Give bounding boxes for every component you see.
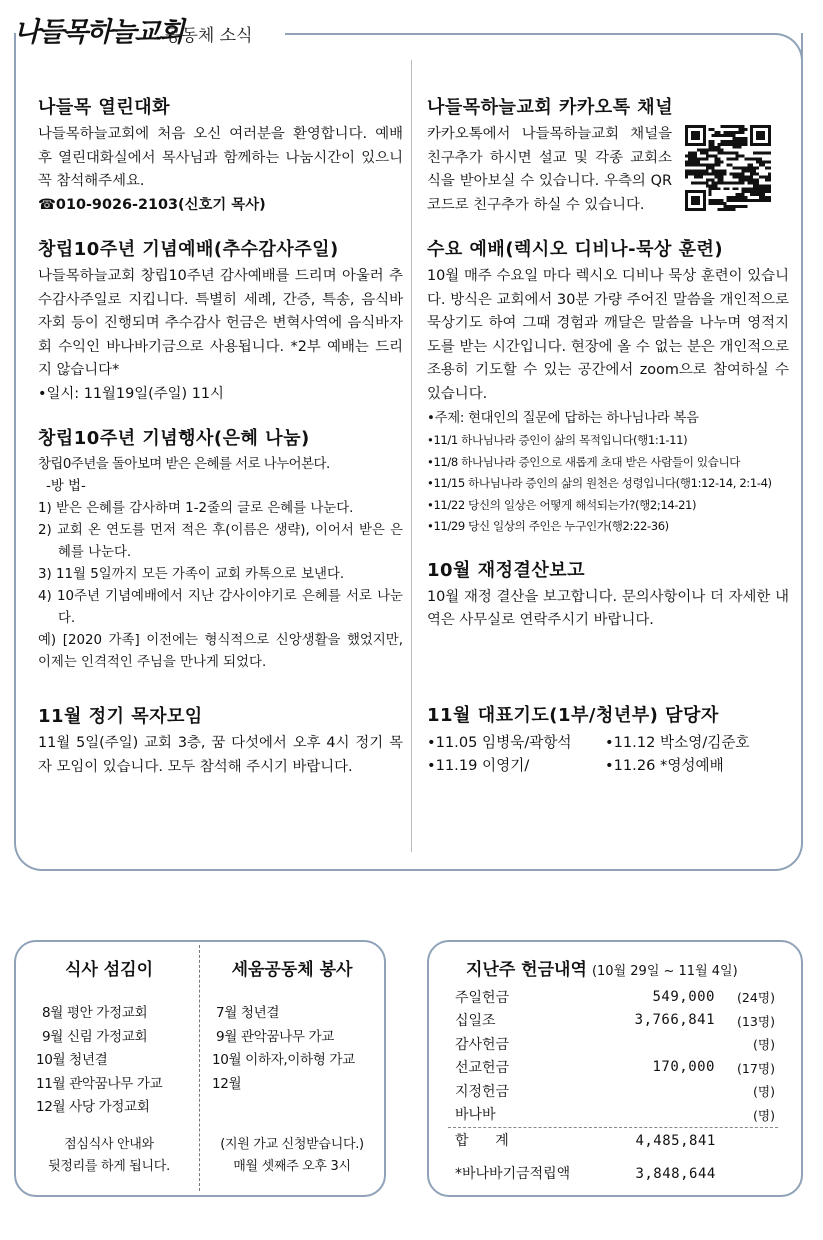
offering-row xyxy=(455,985,775,1009)
kakao-section xyxy=(427,95,789,217)
anniversary-event-step: 3) 11월 5일까지 모든 가족이 교회 카톡으로 보낸다. xyxy=(38,567,345,582)
prayer-row xyxy=(427,754,789,778)
offering-count: (명) xyxy=(753,1107,775,1123)
offering-row xyxy=(455,1079,775,1103)
meal-item: 8월 평안 가정교회 xyxy=(42,1005,148,1021)
offering-barnabas-amount: 3,848,644 xyxy=(635,1166,716,1182)
meal-service-divider xyxy=(199,945,200,1191)
anniversary-event-method: -방 법- xyxy=(46,479,86,494)
anniversary-event-title: 창립10주년 기념행사(은혜 나눔) xyxy=(38,428,310,449)
finance-title: 10월 재정결산보고 xyxy=(427,559,586,581)
shepherd-meeting-section xyxy=(38,704,403,779)
offering-name: 감사헌금 xyxy=(455,1036,510,1053)
offering-count: (명) xyxy=(753,1084,775,1100)
meal-item: 9월 신림 가정교회 xyxy=(42,1028,148,1045)
anniversary-event-step: 1) 받은 은혜를 감사하며 1-2줄의 글로 은혜를 나눈다. xyxy=(38,501,354,516)
meal-item: 12월 사당 가정교회 xyxy=(36,1099,150,1115)
kakao-title: 나들목하늘교회 카카오톡 채널 xyxy=(427,97,674,118)
column-divider xyxy=(411,60,412,852)
service-item: 10월 이하자,이하형 가교 xyxy=(212,1052,355,1068)
service-list xyxy=(202,1002,382,1120)
page-subtitle: 공동체 소식 xyxy=(165,26,253,46)
open-talk-title: 나들목 열린대화 xyxy=(38,97,170,118)
anniversary-worship-title: 창립10주년 기념예배(추수감사주일) xyxy=(38,239,339,260)
offering-name: 바나바 xyxy=(455,1107,496,1124)
anniversary-event-intro: 창립0주년을 돌아보며 받은 은혜를 서로 나누어본다. xyxy=(38,457,330,472)
wednesday-item: •11/29 당신 일상의 주인은 누구인가(행2:22-36) xyxy=(427,519,669,533)
offering-table xyxy=(455,985,775,1126)
meal-item: 10월 청년결 xyxy=(36,1052,108,1068)
wednesday-title: 수요 예배(렉시오 디비나-묵상 훈련) xyxy=(427,239,724,260)
offering-count: (13명) xyxy=(736,1013,775,1029)
kakao-body: 카카오톡에서 나들목하늘교회 채널을 친구추가 하시면 설교 및 각종 교회소식을 받아보실 수 있습니다. 우측의 QR코드로 친구추가 하실 수 있습니다. xyxy=(427,126,672,213)
offering-row xyxy=(455,1056,775,1080)
service-item: 9월 관악꿈나무 가교 xyxy=(216,1028,334,1045)
offering-barnabas-row xyxy=(455,1163,716,1183)
service-panel xyxy=(202,955,382,1178)
offering-count: (24명) xyxy=(736,990,775,1006)
service-item: 12월 xyxy=(212,1075,242,1092)
church-logo: 나들목하늘교회 xyxy=(14,17,183,48)
main-frame-corner xyxy=(614,33,803,93)
offering-header xyxy=(466,955,738,980)
offering-count: (명) xyxy=(753,1037,775,1053)
meal-note: 점심식사 안내와 xyxy=(64,1136,154,1152)
shepherd-meeting-body: 11월 5일(주일) 교회 3층, 꿈 다섯에서 오후 4시 정기 목자 모임이 있습니다. 모두 참석해 주시기 바랍니다. xyxy=(38,735,403,775)
anniversary-worship-body: 나들목하늘교회 창립10주년 감사예배를 드리며 아울러 추수감사주일로 지킵니다. 특별히 세례, 간증, 특송, 음식바자회 등이 진행되며 추수감사 헌금은 변혁사역에 음식바자회 수익인 바나바기금으로 사용됩니다. *2부 예배는 드리지 않습니다* xyxy=(38,268,403,378)
wednesday-theme: •주제: 현대인의 질문에 답하는 하나님나라 복음 xyxy=(427,411,699,426)
offering-barnabas-label: *바나바기금적립액 xyxy=(455,1166,571,1182)
offering-total-amount: 4,485,841 xyxy=(635,1133,716,1149)
prayer-entry: •11.26 *영성예배 xyxy=(605,757,724,774)
meal-title: 식사 섬김이 xyxy=(64,960,154,980)
prayer-title: 11월 대표기도(1부/청년부) 담당자 xyxy=(427,704,719,726)
anniversary-worship-date: •일시: 11월19일(주일) 11시 xyxy=(38,385,224,402)
finance-section xyxy=(427,558,789,633)
finance-body: 10월 재정 결산을 보고합니다. 문의사항이나 더 자세한 내역은 사무실로 연락주시기 바랍니다. xyxy=(427,588,789,628)
meal-list xyxy=(20,1002,198,1120)
wednesday-item: •11/15 하나님나라 증인의 삶의 원천은 성령입니다(행1:12-14, 2:1-4) xyxy=(427,476,772,490)
meal-panel xyxy=(20,955,198,1178)
prayer-entry: •11.19 이영기/ xyxy=(427,757,530,774)
offering-count: (17명) xyxy=(736,1060,775,1076)
offering-separator xyxy=(448,1127,778,1128)
service-title: 세움공동체 봉사 xyxy=(231,960,353,980)
shepherd-meeting-title: 11월 정기 목자모임 xyxy=(38,706,203,727)
offering-row xyxy=(455,1032,775,1056)
offering-name: 주일헌금 xyxy=(455,989,510,1006)
offering-amount: 3,766,841 xyxy=(634,1012,715,1029)
offering-amount xyxy=(605,1079,715,1103)
anniversary-event-section xyxy=(38,426,403,674)
offering-title: 지난주 헌금내역 xyxy=(466,960,587,980)
wednesday-item: •11/8 하나님나라 증인으로 새롭게 초대 받은 사람들이 있습니다 xyxy=(427,454,741,469)
wednesday-item: •11/1 하나님나라 증인이 삶의 목적입니다(행1:1-11) xyxy=(427,433,688,447)
offering-row xyxy=(455,1009,775,1033)
right-column xyxy=(427,95,789,798)
qr-code-icon[interactable] xyxy=(685,125,771,211)
wednesday-item: •11/22 당신의 일상은 어떻게 해석되는가?(행2;14-21) xyxy=(427,497,697,512)
prayer-entry: •11.05 임병욱/곽항석 xyxy=(427,733,572,751)
anniversary-event-step: 4) 10주년 기념예배에서 지난 감사이야기로 은혜를 서로 나눈다. xyxy=(38,589,403,626)
meal-note: 뒷정리를 하게 됩니다. xyxy=(48,1158,170,1174)
offering-amount: 170,000 xyxy=(652,1059,715,1076)
prayer-section xyxy=(427,703,789,778)
offering-total-row xyxy=(455,1130,716,1150)
anniversary-event-example: 예) [2020 가족] 이전에는 형식적으로 신앙생활을 했었지만, 이제는 인격적인 주님을 만나게 되었다. xyxy=(38,633,403,670)
offering-name: 선교헌금 xyxy=(455,1060,510,1077)
offering-total-label: 합 계 xyxy=(455,1133,509,1149)
offering-amount xyxy=(605,1103,715,1127)
meal-item: 11월 관악꿈나무 가교 xyxy=(36,1075,163,1092)
service-note: 매월 셋째주 오후 3시 xyxy=(233,1158,351,1174)
offering-name: 지정헌금 xyxy=(455,1083,510,1100)
anniversary-event-step: 2) 교회 온 연도를 먼저 적은 후(이름은 생략), 이어서 받은 은혜를 나눈다. xyxy=(38,523,403,560)
open-talk-phone: ☎010-9026-2103(신호기 목사) xyxy=(38,196,266,213)
open-talk-section xyxy=(38,95,403,217)
wednesday-body: 10월 매주 수요일 마다 렉시오 디비나 묵상 훈련이 있습니다. 방식은 교회에서 30분 가량 주어진 말씀을 개인적으로 묵상기도 하여 그때 경험과 깨달은 말씀을 나누며 영적지도를 받는 시간입니다. 현장에 올 수 없는 분은 개인적으로 조용히 기도할 수 있는 공간에서 zoom으로 참여하실 수 있습니다. xyxy=(427,268,789,402)
offering-row xyxy=(455,1103,775,1127)
anniversary-worship-section xyxy=(38,237,403,406)
offering-amount: 549,000 xyxy=(652,988,715,1005)
offering-period: (10월 29일 ~ 11월 4일) xyxy=(591,964,738,979)
prayer-entry: •11.12 박소영/김준호 xyxy=(605,733,750,751)
offering-amount xyxy=(605,1032,715,1056)
prayer-row xyxy=(427,731,789,755)
left-column xyxy=(38,95,403,799)
open-talk-body: 나들목하늘교회에 처음 오신 여러분을 환영합니다. 예배 후 열린대화실에서 목사님과 함께하는 나눔시간이 있으니 꼭 참석해주세요. xyxy=(38,126,403,189)
offering-name: 십일조 xyxy=(455,1013,496,1030)
service-item: 7월 청년결 xyxy=(216,1005,280,1021)
wednesday-section xyxy=(427,237,789,538)
service-note: (지원 가교 신청받습니다.) xyxy=(220,1136,364,1152)
